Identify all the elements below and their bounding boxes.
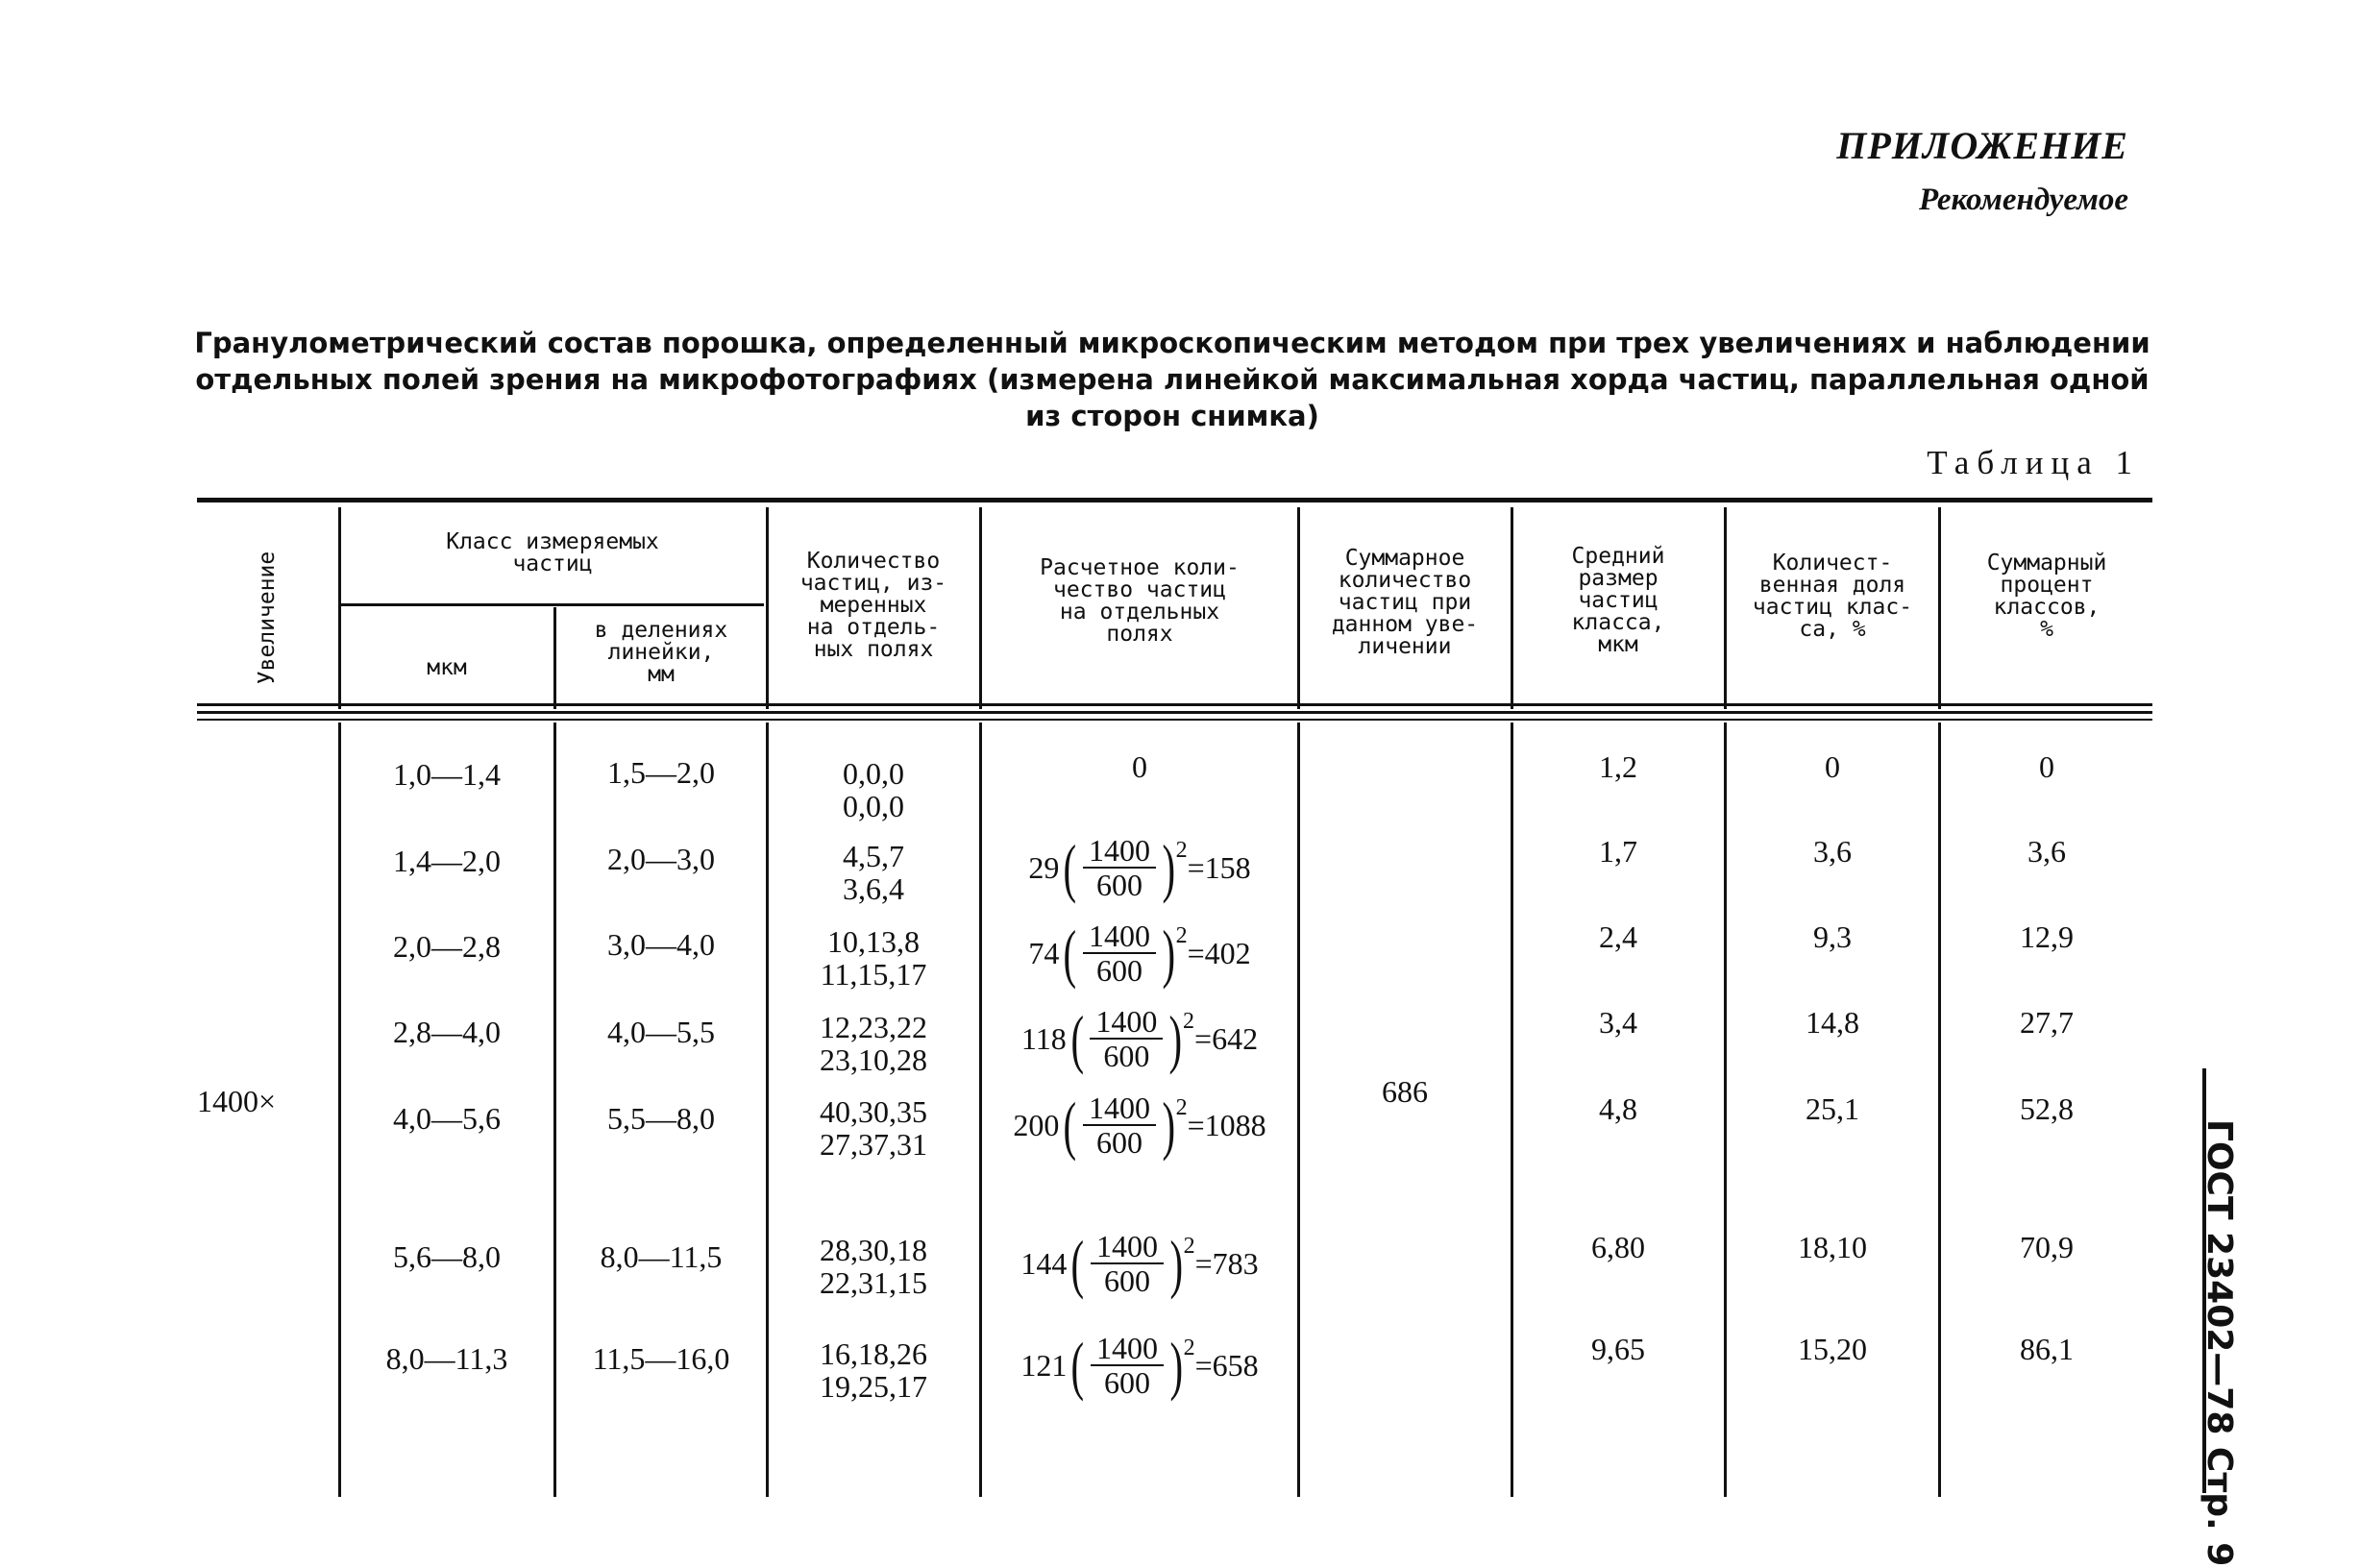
fraction-cell: 18,10 bbox=[1798, 1230, 1867, 1264]
cum-percent-cell: 70,9 bbox=[2020, 1230, 2074, 1264]
counts-line: 19,25,17 bbox=[820, 1369, 927, 1404]
counts-line: 3,6,4 bbox=[843, 871, 904, 906]
counts-line: 0,0,0 bbox=[843, 756, 904, 791]
formula-den: 600 bbox=[1095, 868, 1143, 902]
formula-num: 1400 bbox=[1083, 919, 1156, 954]
header-rule-2 bbox=[197, 711, 2152, 714]
class-um-cell: 8,0—11,3 bbox=[385, 1341, 508, 1376]
formula-coef: 121 bbox=[1020, 1347, 1068, 1383]
class-um-cell: 2,8—4,0 bbox=[393, 1015, 501, 1049]
magnification-value: 1400× bbox=[197, 1084, 277, 1118]
class-div-cell: 5,5—8,0 bbox=[607, 1101, 715, 1136]
table-caption: Гранулометрический состав порошка, определенный микроскопическим методом при трех увеличениях и наблюдении отдельных полей зрения на микрофотографиях (измерена линейкой максимальная хорда частиц, параллельная одной из сторон снимка) bbox=[194, 327, 2150, 432]
table-label: Таблица 1 bbox=[1927, 444, 2140, 481]
formula-coef: 200 bbox=[1013, 1107, 1060, 1142]
counts-line: 40,30,35 bbox=[820, 1094, 927, 1129]
col-divider bbox=[1297, 723, 1300, 1497]
counts-line: 27,37,31 bbox=[820, 1127, 927, 1162]
mean-size-cell: 1,7 bbox=[1599, 834, 1637, 869]
cum-percent-cell: 86,1 bbox=[2020, 1332, 2074, 1366]
header-mean-size: Средний размер частиц класса, мкм bbox=[1571, 544, 1665, 657]
fraction-cell: 25,1 bbox=[1806, 1091, 1859, 1126]
header-fraction: Количест- венная доля частиц клас- са, % bbox=[1752, 551, 1913, 642]
class-um-cell: 2,0—2,8 bbox=[393, 929, 501, 964]
mean-size-cell: 3,4 bbox=[1599, 1005, 1637, 1040]
formula-coef: 118 bbox=[1020, 1020, 1067, 1056]
appendix-subtitle: Рекомендуемое bbox=[1918, 183, 2128, 217]
header-class-um: мкм bbox=[427, 655, 467, 680]
class-div-cell: 2,0—3,0 bbox=[607, 842, 715, 876]
formula-result: =1088 bbox=[1187, 1107, 1266, 1142]
formula-result: =158 bbox=[1187, 849, 1251, 885]
header-count-calc: Расчетное коли- чество частиц на отдельных полях bbox=[1040, 555, 1240, 647]
formula-exp: 2 bbox=[1175, 922, 1188, 948]
calc-formula: 144 ( $\frac{1400}{600}$ ) 2 =783 bbox=[1020, 1227, 1259, 1300]
cum-percent-cell: 12,9 bbox=[2020, 919, 2074, 954]
class-div-cell: 11,5—16,0 bbox=[592, 1341, 730, 1376]
header-total-count: Суммарное количество частиц при данном уве- личении bbox=[1331, 546, 1479, 659]
formula-num: 1400 bbox=[1091, 1332, 1164, 1366]
cum-percent-cell: 52,8 bbox=[2020, 1091, 2074, 1126]
calc-formula: 121 ( $\frac{1400}{600}$ ) 2 =658 bbox=[1020, 1329, 1259, 1402]
cum-percent-cell: 27,7 bbox=[2020, 1005, 2074, 1040]
formula-den: 600 bbox=[1103, 1039, 1150, 1073]
formula-den: 600 bbox=[1103, 1365, 1150, 1400]
formula-den: 600 bbox=[1095, 1125, 1143, 1160]
counts-line: 4,5,7 bbox=[843, 839, 904, 873]
calc-formula: 200 ( $\frac{1400}{600}$ ) 2 =1088 bbox=[1013, 1089, 1266, 1162]
formula-exp: 2 bbox=[1175, 837, 1188, 863]
mean-size-cell: 1,2 bbox=[1599, 749, 1637, 784]
class-um-cell: 4,0—5,6 bbox=[393, 1101, 501, 1136]
counts-cell bbox=[769, 757, 978, 822]
class-div-cell: 3,0—4,0 bbox=[607, 927, 715, 962]
header-magnification: Увеличение bbox=[255, 551, 280, 685]
calc-formula: 29 ( $\frac{1400}{600}$ ) 2 =158 bbox=[1028, 831, 1251, 904]
formula-den: 600 bbox=[1095, 953, 1143, 988]
formula-result: =642 bbox=[1194, 1020, 1259, 1056]
formula-result: =783 bbox=[1194, 1245, 1259, 1281]
class-div-cell: 1,5—2,0 bbox=[607, 755, 715, 790]
formula-den: 600 bbox=[1103, 1263, 1150, 1298]
counts-cell bbox=[769, 1011, 978, 1076]
counts-cell bbox=[769, 1337, 978, 1403]
formula-exp: 2 bbox=[1183, 1233, 1195, 1259]
mean-size-cell: 4,8 bbox=[1599, 1091, 1637, 1126]
fraction-cell: 14,8 bbox=[1806, 1005, 1859, 1040]
class-um-cell: 1,0—1,4 bbox=[393, 757, 501, 792]
mean-size-cell: 9,65 bbox=[1591, 1332, 1645, 1366]
class-div-cell: 4,0—5,5 bbox=[607, 1015, 715, 1049]
mean-size-cell: 2,4 bbox=[1599, 919, 1637, 954]
cum-percent-cell: 3,6 bbox=[2027, 834, 2066, 869]
header-count-measured: Количество частиц, из- меренных на отдель- ных полях bbox=[799, 549, 947, 662]
counts-line: 0,0,0 bbox=[843, 789, 904, 823]
mean-size-cell: 6,80 bbox=[1591, 1230, 1645, 1264]
counts-cell bbox=[769, 1234, 978, 1299]
standard-page-label: ГОСТ 23402—78 Стр. 9 bbox=[2199, 1119, 2239, 1567]
formula-num: 1400 bbox=[1090, 1005, 1163, 1040]
header-rule-3 bbox=[197, 719, 2152, 721]
cum-percent-cell: 0 bbox=[2039, 749, 2054, 784]
counts-line: 12,23,22 bbox=[820, 1010, 927, 1044]
counts-line: 11,15,17 bbox=[820, 957, 927, 992]
total-count-value: 686 bbox=[1382, 1074, 1428, 1109]
counts-cell bbox=[769, 925, 978, 991]
fraction-cell: 9,3 bbox=[1813, 919, 1852, 954]
formula-num: 1400 bbox=[1083, 1091, 1156, 1126]
calc-cell: 0 bbox=[1132, 749, 1147, 784]
header-rule-1 bbox=[197, 703, 2152, 706]
formula-exp: 2 bbox=[1183, 1008, 1195, 1034]
formula-exp: 2 bbox=[1183, 1335, 1195, 1360]
class-um-cell: 5,6—8,0 bbox=[393, 1239, 501, 1274]
class-um-cell: 1,4—2,0 bbox=[393, 844, 501, 878]
formula-coef: 29 bbox=[1028, 849, 1060, 885]
table-top-rule bbox=[197, 498, 2152, 502]
counts-line: 16,18,26 bbox=[820, 1336, 927, 1371]
formula-exp: 2 bbox=[1175, 1094, 1188, 1120]
appendix-title: ПРИЛОЖЕНИЕ bbox=[1836, 124, 2128, 167]
fraction-cell: 3,6 bbox=[1813, 834, 1852, 869]
formula-num: 1400 bbox=[1091, 1230, 1164, 1264]
formula-result: =658 bbox=[1194, 1347, 1259, 1383]
calc-formula: 118 ( $\frac{1400}{600}$ ) 2 =642 bbox=[1020, 1002, 1259, 1075]
calc-formula: 74 ( $\frac{1400}{600}$ ) 2 =402 bbox=[1028, 917, 1251, 990]
header-class-div: в делениях линейки, мм bbox=[594, 618, 728, 687]
header-class-group: Класс измеряемых частиц bbox=[446, 529, 659, 576]
counts-line: 22,31,15 bbox=[820, 1265, 927, 1300]
formula-coef: 74 bbox=[1028, 935, 1060, 970]
counts-cell bbox=[769, 840, 978, 905]
fraction-cell: 15,20 bbox=[1798, 1332, 1867, 1366]
formula-num: 1400 bbox=[1083, 834, 1156, 869]
class-subheader-rule bbox=[341, 603, 764, 606]
formula-coef: 144 bbox=[1020, 1245, 1068, 1281]
header-cum-percent: Суммарный процент классов, % bbox=[1986, 551, 2107, 642]
fraction-cell: 0 bbox=[1825, 749, 1840, 784]
formula-result: =402 bbox=[1187, 935, 1251, 970]
counts-line: 28,30,18 bbox=[820, 1233, 927, 1267]
counts-cell bbox=[769, 1095, 978, 1161]
counts-line: 10,13,8 bbox=[827, 924, 920, 959]
counts-line: 23,10,28 bbox=[820, 1042, 927, 1077]
class-div-cell: 8,0—11,5 bbox=[600, 1239, 723, 1274]
